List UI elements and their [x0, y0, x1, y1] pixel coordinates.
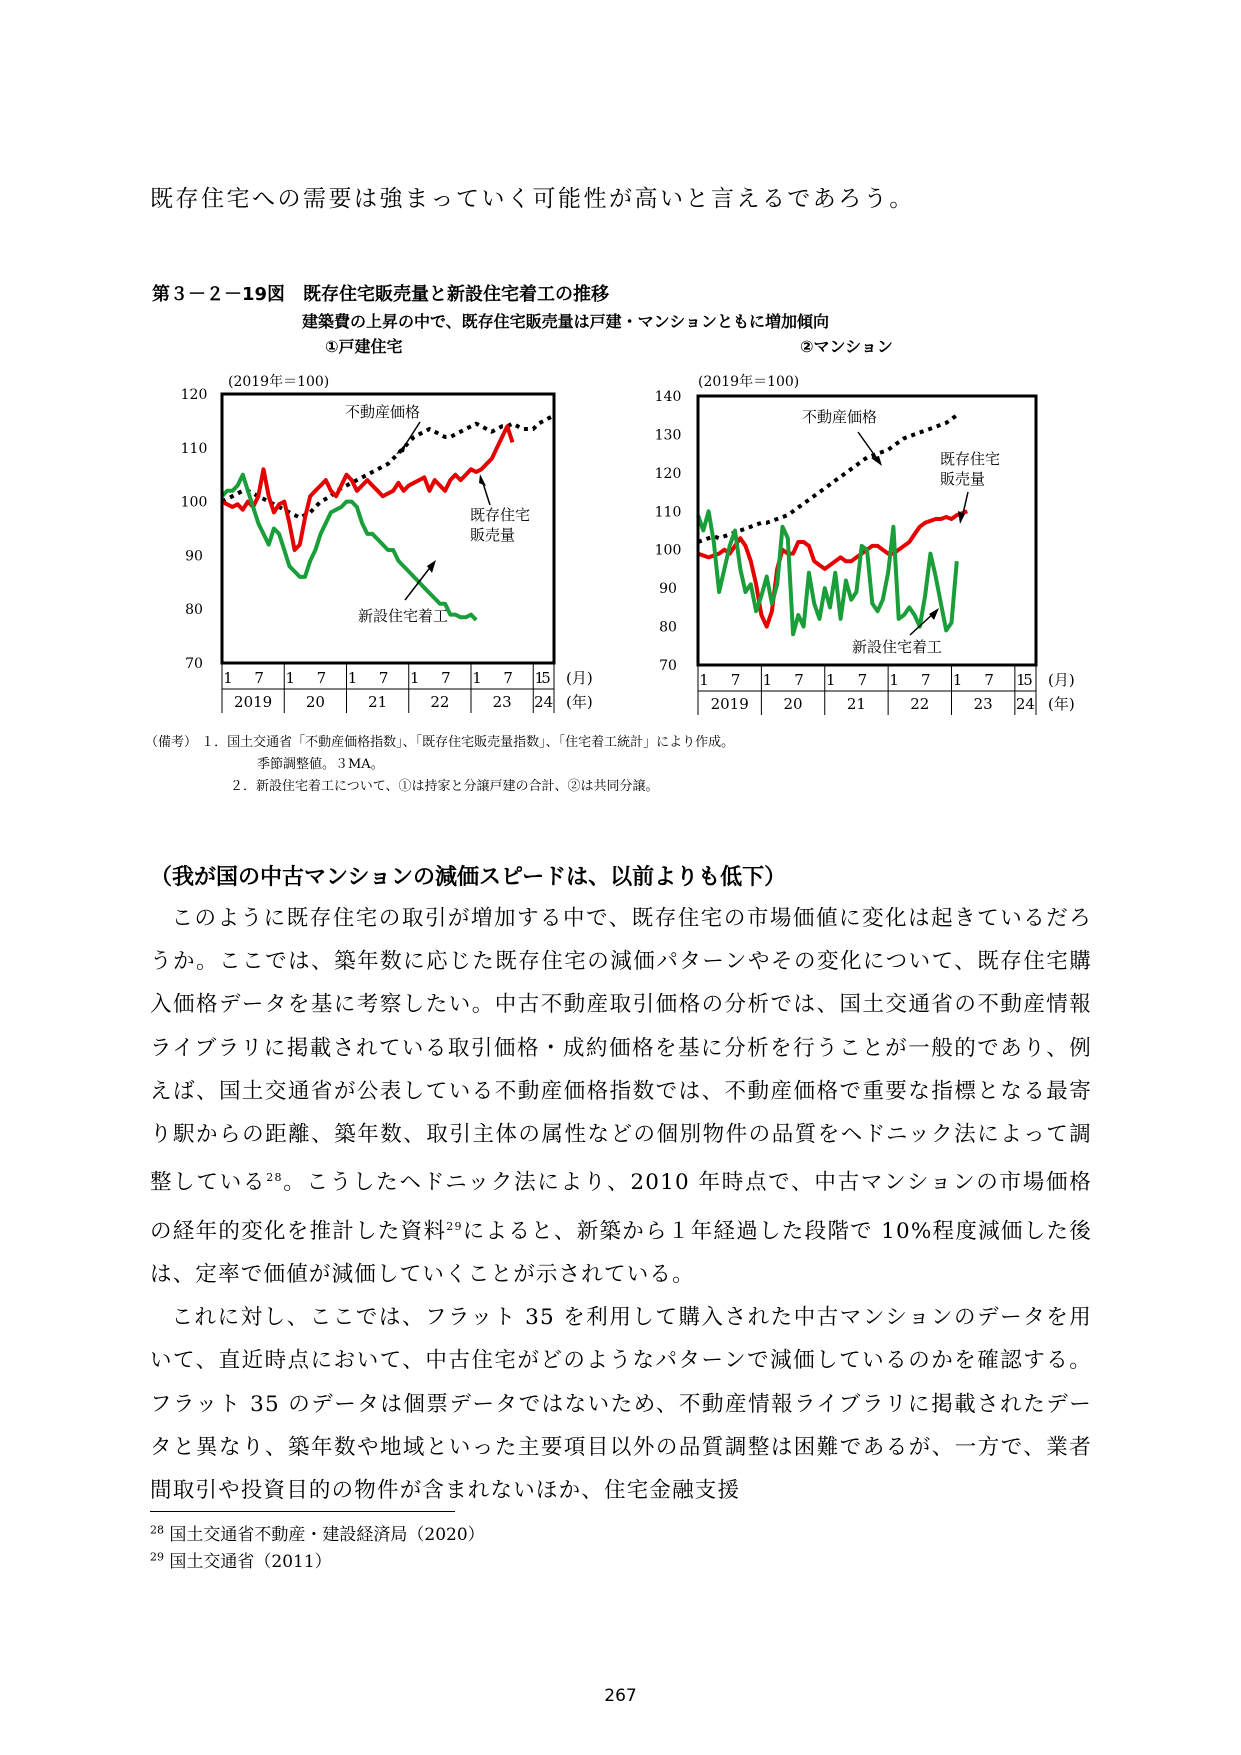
notes-label: （備考） [145, 735, 198, 750]
body-text [150, 897, 1092, 1512]
paragraph-1-part2: 。こうしたヘドニック法により、2010 年時点で、中古マンションの市場価格の経年的変化を推計した資料 [150, 1170, 1092, 1244]
y-ticks [181, 387, 208, 672]
arrow-head-starts [929, 608, 939, 620]
y-tick-label: 70 [659, 658, 677, 674]
y-tick-label: 120 [654, 465, 682, 482]
plot-frame [698, 396, 1036, 665]
chart-detached [181, 373, 593, 713]
x-ticks [698, 665, 1075, 715]
label-starts: 新設住宅着工 [358, 607, 449, 625]
x-tick-label: 7 [730, 671, 741, 689]
footnote-num: 29 [150, 1550, 164, 1564]
label-starts: 新設住宅着工 [852, 638, 943, 656]
panel-title-detached: ①戸建住宅 [325, 337, 403, 356]
arrow-price [858, 432, 878, 460]
x-year-label: 21 [368, 693, 388, 711]
panel-title-condo: ②マンション [800, 337, 893, 356]
y-tick-label: 70 [185, 656, 203, 672]
x-year-label: 22 [910, 695, 930, 713]
y-tick-label: 100 [180, 494, 208, 511]
x-tick-label: 1 [409, 669, 420, 687]
x-tick-label: 7 [378, 669, 389, 687]
arrow-head-sales [479, 474, 486, 486]
x-tick-label: 7 [794, 671, 804, 689]
x-ticks [222, 663, 593, 713]
y-tick-label: 90 [659, 581, 677, 598]
label-sales-1: 既存住宅 [470, 506, 531, 524]
footnote-ref-29: 29 [446, 1219, 463, 1233]
series-line [698, 415, 957, 542]
y-ticks [655, 389, 682, 674]
paragraph-2: これに対し、ここでは、フラット 35 を利用して購入された中古マンションのデータを用いて、直近時点において、中古住宅がどのようなパターンで減価しているのかを確認する。フラット 35 のデータは個票データではないため、不動産情報ライブラリに掲載されたデータと異なり、築年数や地域といった主要項目以外の品質調整は困難であるが、一方で、業者間取引や投資目的の物件が含まれないほか、住宅金融支援 [150, 1305, 1092, 1503]
x-year-label: 20 [305, 693, 325, 711]
x-tick-label: 1 [889, 671, 899, 689]
x-tick-label: 1 [699, 671, 709, 689]
x-year-label: 2019 [234, 693, 273, 711]
x-tick-label: 1 [223, 669, 233, 687]
x-tick-label: 1 [347, 669, 358, 687]
month-unit: (月) [566, 669, 593, 687]
label-sales-2: 販売量 [940, 470, 986, 488]
x-tick-label: 1 [472, 669, 482, 687]
note-2: ２．新設住宅着工について、①は持家と分譲戸建の合計、②は共同分譲。 [230, 779, 659, 794]
y-tick-label: 120 [180, 387, 208, 403]
y-tick-label: 80 [659, 619, 677, 636]
label-price: 不動産価格 [802, 408, 878, 426]
footnote-text: 国土交通省不動産・建設経済局（2020） [169, 1525, 485, 1545]
footnote-28 [150, 1520, 485, 1545]
footnote-29 [150, 1547, 332, 1572]
unit-label: (2019年＝100) [698, 374, 800, 390]
y-tick-label: 130 [654, 427, 682, 444]
paragraph-1-part3: によると、新築から１年経過した段階で 10%程度減価した後は、定率で価値が減価していくことが示されている。 [150, 1218, 1092, 1287]
x-year-label: 23 [973, 695, 993, 713]
x-tick-label: 7 [503, 669, 513, 687]
arrow-head-starts [427, 560, 436, 573]
series-lines [698, 415, 967, 634]
x-tick-label: 7 [316, 669, 327, 687]
note-1-cont: 季節調整値。３MA。 [257, 757, 384, 772]
footnote-ref-28: 28 [266, 1171, 283, 1185]
y-tick-label: 100 [654, 542, 682, 559]
note-1: １．国土交通省「不動産価格指数」、「既存住宅販売量指数」、「住宅着工統計」により作成。 [201, 735, 735, 750]
paragraph-1 [150, 897, 1092, 1296]
chart-condo [655, 373, 1075, 715]
x-tick-label: 7 [254, 669, 264, 687]
x-tick-label: 5 [541, 669, 551, 687]
page-number: 267 [604, 1686, 637, 1706]
y-tick-label: 110 [654, 504, 682, 521]
x-tick-label: 7 [857, 671, 868, 689]
x-year-label: 2019 [710, 695, 749, 713]
x-year-label: 21 [846, 695, 866, 713]
x-year-label: 20 [783, 695, 803, 713]
y-tick-label: 110 [180, 440, 208, 457]
x-year-label: 22 [430, 693, 450, 711]
x-tick-label: 1 [285, 669, 296, 687]
footnote-rule [150, 1511, 455, 1512]
x-year-label: 24 [534, 693, 554, 711]
year-unit: (年) [566, 693, 593, 711]
x-tick-label: 1 [762, 671, 773, 689]
y-tick-label: 80 [185, 602, 203, 619]
x-year-label: 24 [1015, 695, 1035, 713]
x-tick-label: 1 [1016, 671, 1026, 689]
y-tick-label: 90 [185, 548, 203, 565]
paragraph-1-part1: このように既存住宅の取引が増加する中で、既存住宅の市場価値に変化は起きているだろうか。ここでは、築年数に応じた既存住宅の減価パターンやその変化について、既存住宅購入価格データを基に考察したい。中古不動産取引価格の分析では、国土交通省の不動産情報ライブラリに掲載されている取引価格・成約価格を基に分析を行うことが一般的であり、例えば、国土交通省が公表している不動産価格指数では、不動産価格で重要な指標となる最寄り駅からの距離、築年数、取引主体の属性などの個別物件の品質をヘドニック法によって調整している [150, 906, 1092, 1196]
x-tick-label: 5 [1023, 671, 1033, 689]
label-sales-2: 販売量 [470, 526, 516, 544]
x-tick-label: 1 [825, 671, 836, 689]
footnote-num: 28 [150, 1523, 164, 1537]
section-heading: （我が国の中古マンションの減価スピードは、以前よりも低下） [150, 865, 787, 890]
y-tick-label: 140 [654, 389, 682, 405]
unit-label: (2019年＝100) [228, 374, 330, 390]
footnote-text: 国土交通省（2011） [169, 1552, 332, 1572]
figure-subtitle: 建築費の上昇の中で、既存住宅販売量は戸建・マンションともに増加傾向 [302, 312, 829, 331]
x-tick-label: 7 [921, 671, 931, 689]
year-unit: (年) [1048, 695, 1075, 713]
intro-line: 既存住宅への需要は強まっていく可能性が高いと言えるであろう。 [150, 186, 915, 212]
label-price: 不動産価格 [345, 403, 421, 421]
x-tick-label: 7 [441, 669, 451, 687]
x-year-label: 23 [492, 693, 512, 711]
label-sales-1: 既存住宅 [940, 450, 1001, 468]
x-tick-label: 1 [534, 669, 545, 687]
figure-charts [140, 350, 1100, 725]
month-unit: (月) [1048, 671, 1075, 689]
figure-title: 第３－２－19図 既存住宅販売量と新設住宅着工の推移 [152, 284, 610, 305]
x-tick-label: 1 [952, 671, 963, 689]
figure-notes [145, 732, 734, 798]
x-tick-label: 7 [984, 671, 994, 689]
